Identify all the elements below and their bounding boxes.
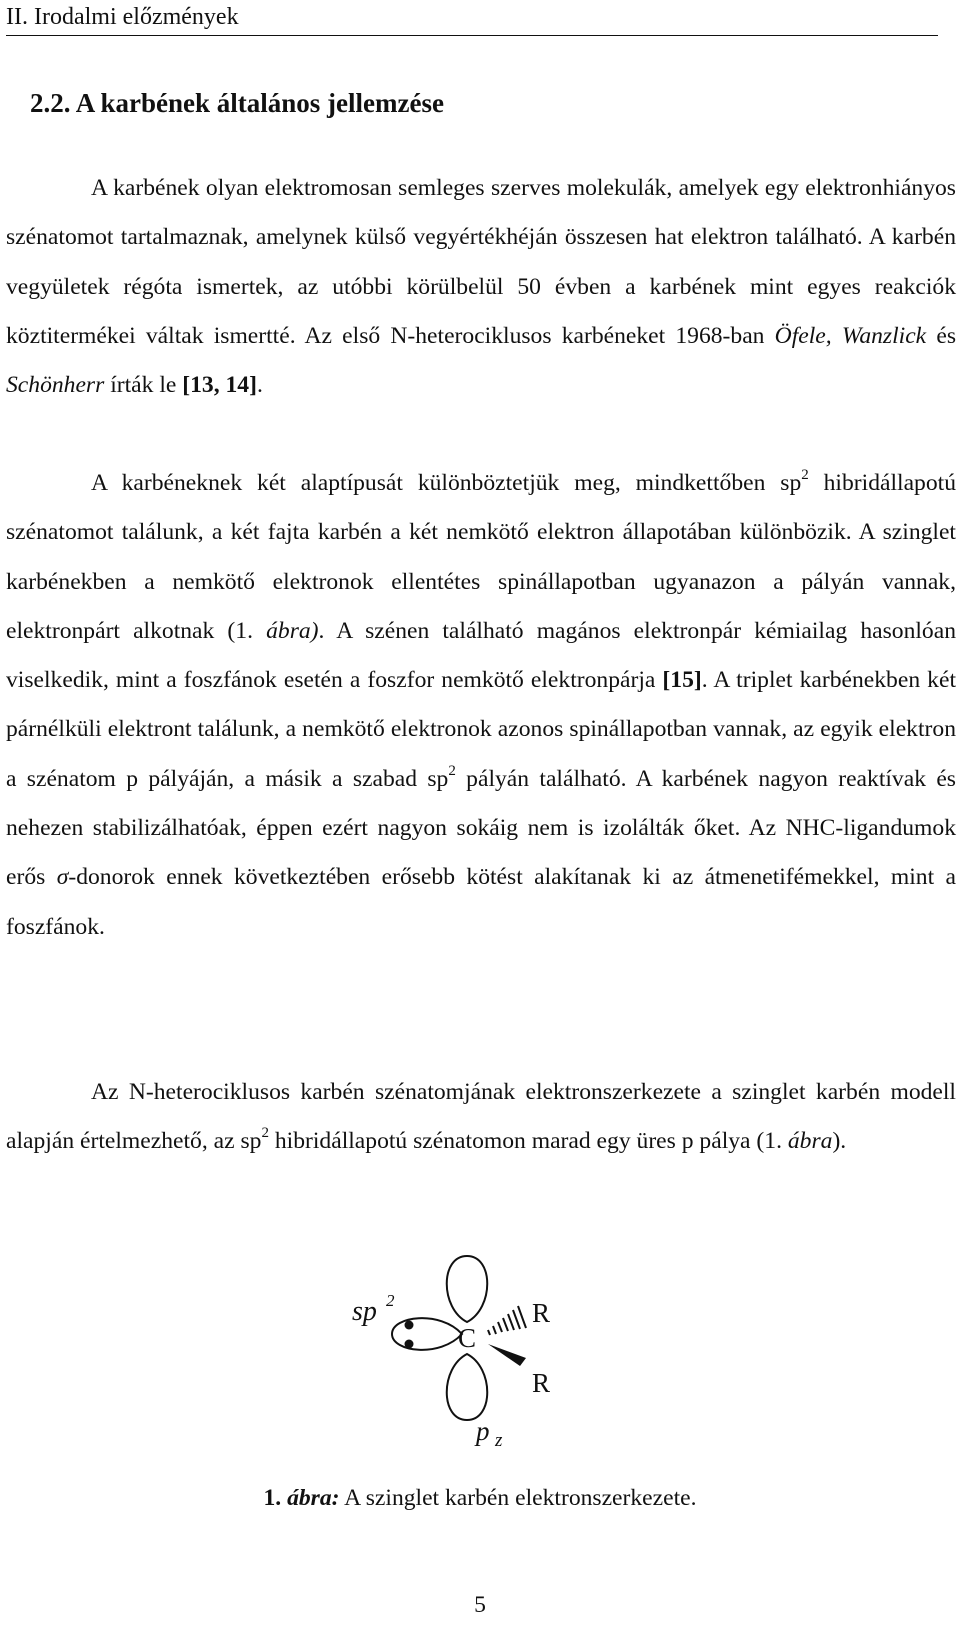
paragraph-3-text-2: hibridállapotú szénatomon marad egy üres p pálya (1. [268,1128,788,1155]
citation: [13, 14] [182,372,257,399]
paragraph-2-text-4: . A triplet karbénekben két párnélküli elektront találunk, a nemkötő elektronok azonos spinállapotban vannak, az egyik elektron a szénatom p pályáján, a másik a szabad sp [6,667,956,792]
lone-pair-electron-bottom [405,1340,414,1349]
substituent-r-top: R [532,1298,551,1328]
paragraph-3 [6,1068,956,1167]
sp2-label: sp [352,1296,377,1327]
paragraph-2-text-5: pályán található. A karbének nagyon reaktívak és nehezen stabilizálhatóak, éppen ezért nagyon sokáig nem is izolálták őket. Az NHC-ligandumok erős [6,765,956,891]
paragraph-2-text-6: -donorok ennek következtében erősebb kötést alakítanak ki az átmenetifémekkel, mint a foszfánok. [6,864,957,940]
sp2-orbital-lobe [392,1318,462,1350]
substituent-r-bottom: R [532,1368,551,1398]
pz-subscript: z [495,1430,503,1451]
lone-pair-electron-top [405,1321,414,1330]
figure-reference: ábra [787,1128,833,1155]
sigma-symbol: σ [56,864,69,891]
paragraph-2-text-3: . A szénen található magános elektronpár kémiailag hasonlóan viselkedik, mint a foszfánok esetén a foszfor nemkötő elektronpárja [6,617,956,694]
paragraph-3-text-1: Az N-heterociklusos karbén szénatomjának elektronszerkezete a szinglet karbén modell alapján értelmezhető, az sp [6,1079,956,1155]
author-names: Öfele, Wanzlick [774,322,927,349]
p-orbital-bottom-lobe [447,1354,488,1420]
paragraph-1-text-4: . [256,372,263,399]
hashed-wedge-bond [488,1306,526,1335]
figure-caption [0,1483,960,1513]
sp2-superscript: 2 [386,1291,395,1310]
paragraph-1-text-1: A karbének olyan elektromosan semleges szerves molekulák, amelyek egy elektronhiányos szénatomot tartalmaznak, amelynek külső vegyértékhéján összesen hat elektron található. A karbén vegyületek régóta ismertek, az utóbbi körülbelül 50 évben a karbének mint egyes reakciók köztitermékei váltak ismertté. Az első N-heterociklusos karbéneket 1968-ban [6,175,956,349]
running-header-text: II. Irodalmi előzmények [6,4,239,30]
paragraph-1-text-2: és [926,322,957,349]
paragraph-3-text-3: ). [832,1128,847,1155]
p-orbital-top-lobe [447,1256,488,1322]
citation: [15] [662,667,702,694]
page-number: 5 [474,1592,486,1618]
running-header [6,2,938,36]
paragraph-2 [6,459,956,952]
figure-reference: ábra) [266,617,319,644]
paragraph-1 [6,164,956,410]
superscript: 2 [448,762,456,779]
pz-label: p [476,1416,490,1446]
carbon-atom-label: C [458,1323,477,1353]
author-name: Schönherr [6,372,105,399]
caption-text: A szinglet karbén elektronszerkezete. [339,1485,697,1511]
carbene-orbital-diagram [340,1250,600,1451]
section-title: 2.2. A karbének általános jellemzése [30,88,444,118]
solid-wedge-bond [488,1344,526,1366]
paragraph-1-text-3: írták le [104,372,183,399]
paragraph-2-text-1: A karbéneknek két alaptípusát különböztetjük meg, mindkettőben sp [91,470,802,496]
superscript: 2 [261,1125,269,1142]
superscript: 2 [801,467,809,483]
caption-label: 1. ábra: [263,1485,340,1511]
paragraph-2-text-2: hibridállapotú szénatomot találunk, a két fajta karbén a két nemkötő elektron állapotában különbözik. A szinglet karbénekben a nemkötő elektronok ellentétes spinállapotban ugyanazon a pályán vannak, elektronpárt alkotnak (1. [6,470,956,644]
